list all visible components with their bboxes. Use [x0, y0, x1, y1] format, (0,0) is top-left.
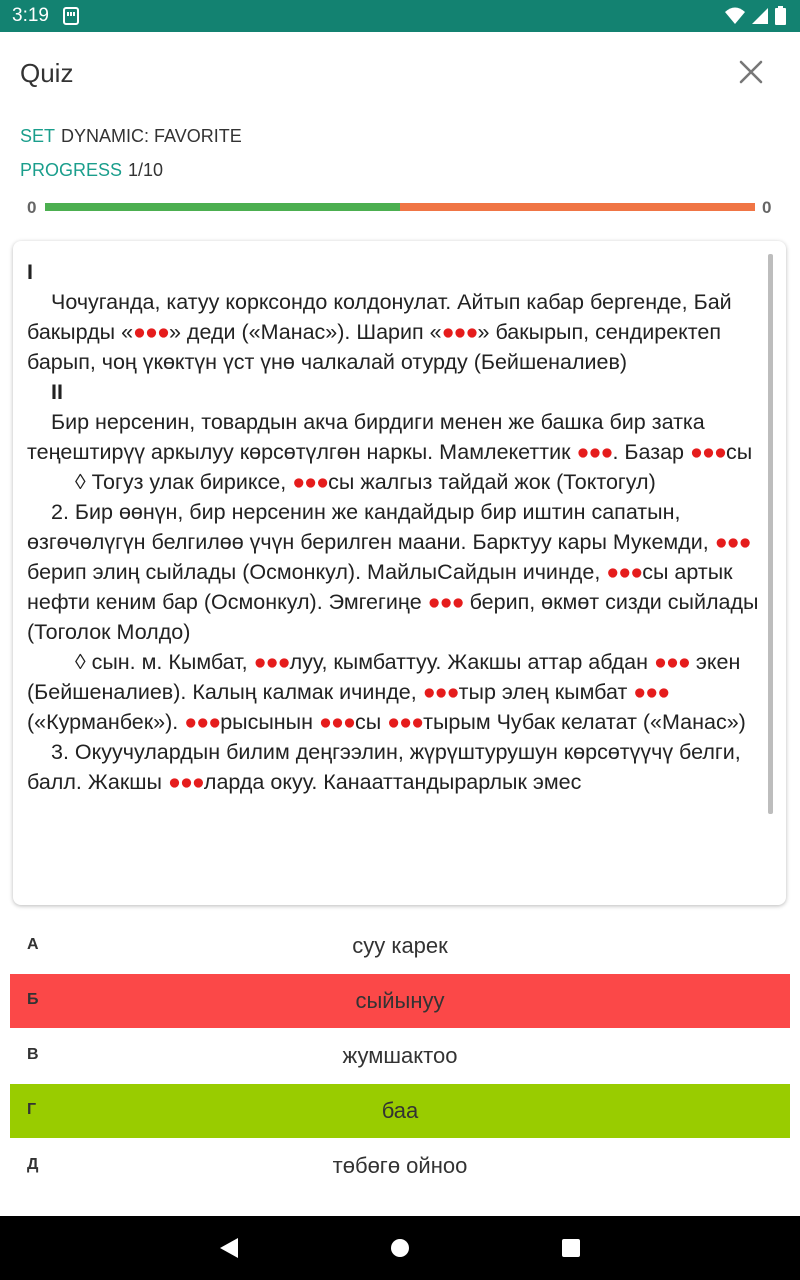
battery-icon — [775, 6, 786, 25]
option-d[interactable] — [10, 1084, 790, 1138]
definition-paragraph: 2. Бир өөнүн, бир нерсенин же кандайдыр бир иштин сапатын, өзгөчөлүгүн белгилөө үчүн берилген маани. Барктуу кары Мукемди, ●●● берип элиң сыйлады (Осмонкул). МайлыСайдын ичинде, ●●●сы артык нефти кеним бар (Осмонкул). Эмгегиңе ●●● берип, өкмөт сизди сыйлады (Тоголок Молдо) — [27, 500, 759, 644]
set-row — [20, 126, 242, 147]
definition-example: ◊ Тогуз улак бириксе, ●●●сы жалгыз тайдай жок (Токтогул) — [75, 470, 656, 494]
progress-label: PROGRESS — [20, 160, 123, 180]
option-text: төбөгө ойноо — [332, 1153, 468, 1178]
progress-wrong-segment — [400, 203, 755, 211]
option-letter: Б — [27, 991, 39, 1008]
progress-row — [20, 160, 163, 181]
definition-paragraph: Чочуганда, катуу коркcондо колдонулат. Айтып кабар бергенде, Бай бакырды «●●●» деди («Манас»). Шарип «●●●» бакырып, сендиректеп барып, чоң үкөктүн үст үнө чалкалай отурду (Бейшеналиев) — [27, 290, 732, 374]
option-letter: Д — [27, 1156, 39, 1173]
progress-right-count: 0 — [762, 198, 772, 217]
option-letter: А — [27, 936, 39, 953]
option-b[interactable] — [10, 974, 790, 1028]
progress-left-count: 0 — [27, 198, 37, 217]
status-time: 3:19 — [12, 5, 49, 26]
option-text: баа — [381, 1098, 419, 1123]
page-title: Quiz — [20, 58, 74, 88]
recents-icon[interactable] — [561, 1238, 581, 1258]
home-icon[interactable] — [390, 1238, 410, 1258]
progress-correct-segment — [45, 203, 400, 211]
set-value: DYNAMIC: FAVORITE — [61, 126, 242, 146]
progress-value: 1/10 — [128, 160, 164, 180]
navigation-bar — [0, 1216, 800, 1280]
option-text: жумшактоо — [342, 1043, 458, 1068]
option-e[interactable] — [10, 1139, 790, 1193]
app-bar — [0, 32, 800, 116]
status-bar — [0, 0, 800, 32]
definition-heading-1: I — [27, 260, 33, 284]
wifi-icon — [725, 7, 745, 25]
definition-paragraph: Бир нерсенин, товардын акча бирдиги менен же башка бир затка теңештирүү аркылуу көрсөтүлгөн наркы. Мамлекеттик ●●●. Базар ●●●сы — [27, 410, 753, 464]
close-icon[interactable] — [733, 54, 769, 90]
sd-card-icon — [62, 7, 80, 25]
definition-text — [27, 257, 767, 797]
option-text: суу карек — [352, 933, 448, 958]
signal-icon — [751, 7, 769, 25]
definition-example: ◊ сын. м. Кымбат, ●●●луу, кымбаттуу. Жакшы аттар абдан ●●● экен (Бейшеналиев). Калың калмак ичинде, ●●●тыр элең кымбат ●●● («Курманбек»). ●●●рысынын ●●●сы ●●●тырым Чубак келатат («Манас») — [27, 650, 746, 734]
definition-heading-2: II — [51, 380, 63, 404]
option-a[interactable] — [10, 919, 790, 973]
definition-card[interactable] — [13, 241, 786, 905]
scrollbar[interactable] — [768, 254, 773, 814]
option-letter: Г — [27, 1101, 37, 1118]
option-letter: В — [27, 1046, 39, 1063]
definition-paragraph: 3. Окуучулардын билим деңгээлин, жүрүштурушун көрсөтүүчү белги, балл. Жакшы ●●●ларда окуу. Канааттандырарлык эмес — [27, 740, 741, 794]
progress-bar — [45, 203, 755, 211]
option-c[interactable] — [10, 1029, 790, 1083]
option-text: сыйынуу — [355, 988, 445, 1013]
set-label: SET — [20, 126, 56, 146]
back-icon[interactable] — [218, 1236, 240, 1260]
